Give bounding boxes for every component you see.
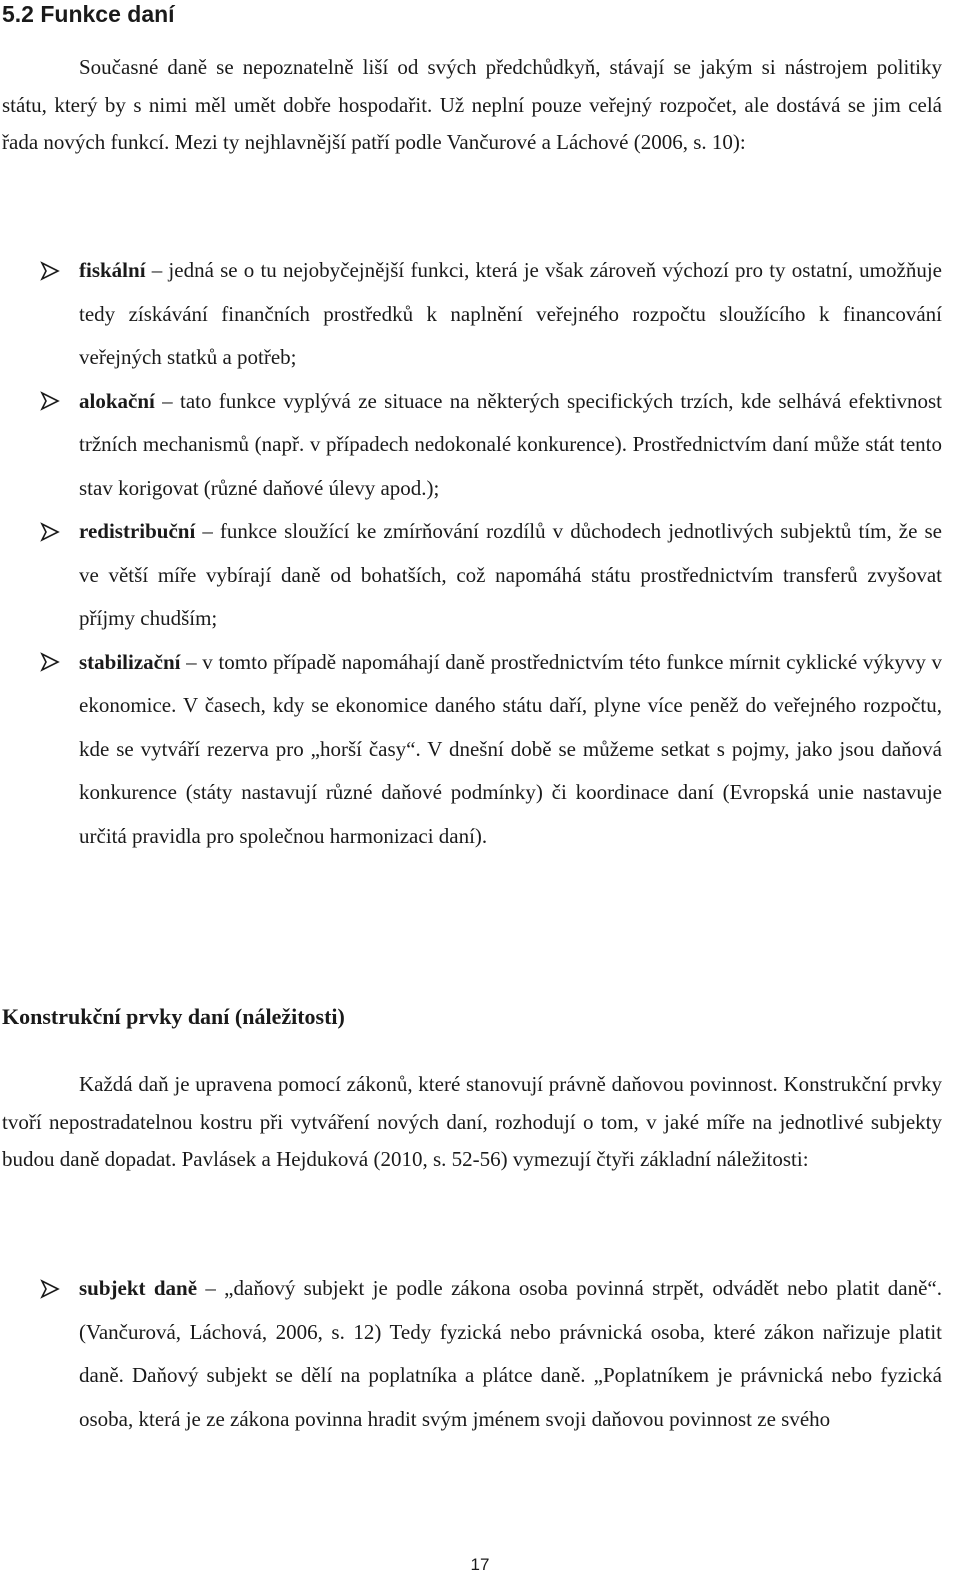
list-item-text: – jedná se o tu nejobyčejnější funkci, která je však zároveň výchozí pro ty ostatní, umožňuje tedy získávání finančních prostředků k naplnění veřejného rozpočtu sloužícího k financování veřejných statků a potřeb; — [79, 258, 942, 369]
list-item-text: – v tomto případě napomáhají daně prostřednictvím této funkce mírnit cyklické výkyvy v ekonomice. V časech, kdy se ekonomice daného státu daří, plyne více peněž do veřejného rozpočtu, kde se vytváří rezerva pro „horší časy“. V dnešní době se můžeme setkat s pojmy, jako jsou daňová konkurence (státy nastavují různé daňové podmínky) či koordinace daní (Evropská unie nastavuje určitá pravidla pro společnou harmonizaci daní). — [79, 649, 942, 848]
tax-elements-list — [0, 1267, 942, 1441]
page-number: 17 — [470, 1555, 490, 1574]
list-item-redistribution — [0, 510, 942, 641]
subsection-intro-text: Každá daň je upravena pomocí zákonů, které stanovují právně daňovou povinnost. Konstrukční prvky tvoří nepostradatelnou kostru při vytváření nových daní, rozhodují o tom, v jaké míře na jednotlivé subjekty budou daně dopadat. Pavlásek a Hejduková (2010, s. 52-56) vymezují čtyři základní náležitosti: — [2, 1072, 942, 1171]
arrowhead-bullet-icon — [40, 1267, 62, 1311]
tax-functions-list — [0, 249, 942, 858]
list-item-text: – tato funkce vyplývá ze situace na některých specifických trzích, kde selhává efektivnost tržních mechanismů (např. v případech nedokonalé konkurence). Prostřednictvím daní může stát tento stav korigovat (různé daňové úlevy apod.); — [79, 388, 942, 500]
section-intro-text: Současné daně se nepoznatelně liší od svých předchůdkyň, stávají se jakým si nástrojem politiky státu, který by s nimi měl umět dobře hospodařit. Už neplní pouze veřejný rozpočet, ale dostává se jim celá řada nových funkcí. Mezi ty nejhlavnější patří podle Vančurové a Láchové (2006, s. 10): — [2, 55, 942, 154]
list-item-term: alokační — [79, 388, 155, 413]
list-item-stabilization — [0, 641, 942, 859]
list-item-allocation — [0, 380, 942, 511]
list-item-term: stabilizační — [79, 649, 181, 674]
list-item-term: redistribuční — [79, 519, 196, 543]
subsection-intro-paragraph — [2, 1066, 942, 1179]
list-item-term: fiskální — [79, 258, 146, 282]
arrowhead-bullet-icon — [40, 641, 62, 685]
list-item-fiscal — [0, 249, 942, 380]
arrowhead-bullet-icon — [40, 510, 62, 554]
list-item-text: – „daňový subjekt je podle zákona osoba povinná strpět, odvádět nebo platit daně“. (Vančurová, Láchová, 2006, s. 12) Tedy fyzická nebo právnická osoba, které zákon nařizuje platit daně. Daňový subjekt se dělí na poplatníka a plátce daně. „Poplatníkem je právnická nebo fyzická osoba, která je ze zákona povinna hradit svým jménem svoji daňovou povinnost ze svého — [79, 1276, 942, 1431]
list-item-term: subjekt daně — [79, 1276, 198, 1300]
subsection-heading: Konstrukční prvky daní (náležitosti) — [2, 1004, 345, 1029]
list-item-text: – funkce sloužící ke zmírňování rozdílů v důchodech jednotlivých subjektů tím, že se ve větší míře vybírají daně od bohatších, což napomáhá státu prostřednictvím transferů zvyšovat příjmy chudším; — [79, 519, 942, 630]
list-item-tax-subject — [0, 1267, 942, 1441]
arrowhead-bullet-icon — [40, 380, 62, 424]
arrowhead-bullet-icon — [40, 249, 62, 293]
section-intro-paragraph — [2, 49, 942, 162]
section-heading: 5.2 Funkce daní — [2, 1, 175, 27]
